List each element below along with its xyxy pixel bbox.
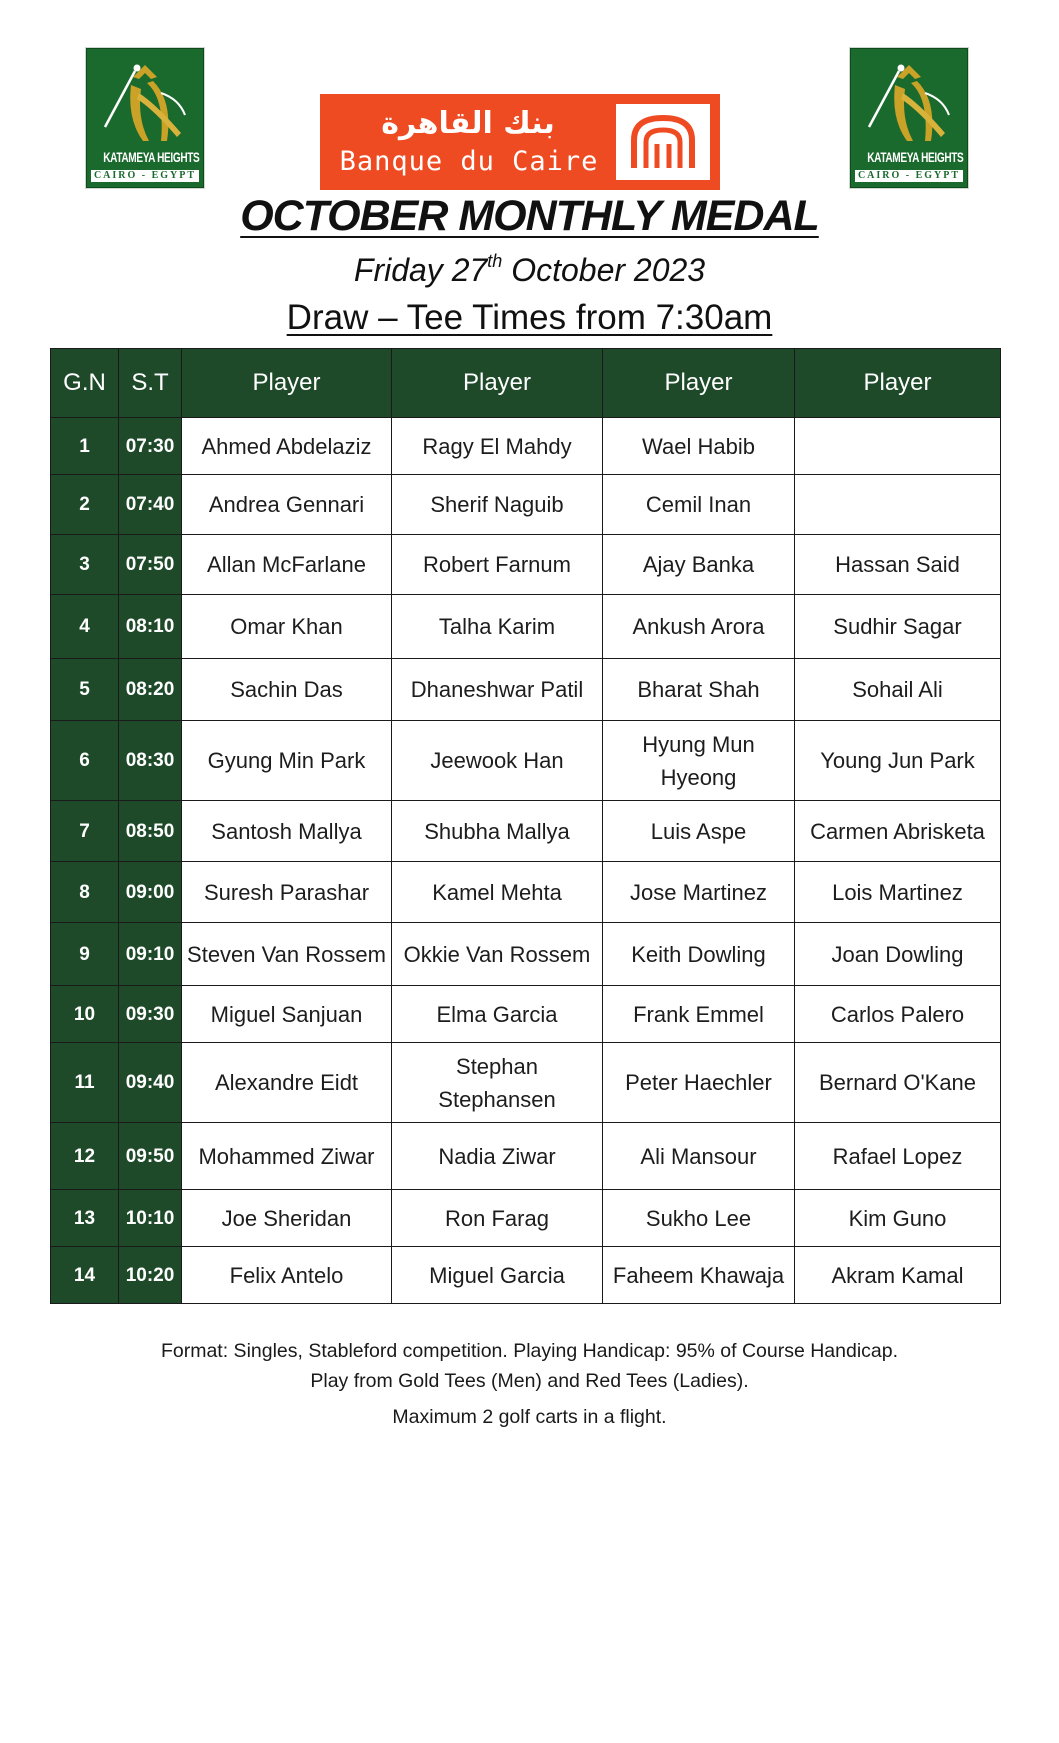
player-name: Kim Guno: [795, 1190, 1001, 1247]
group-number: 3: [51, 535, 119, 595]
header-player-3: Player: [603, 349, 795, 418]
group-number: 10: [51, 986, 119, 1043]
table-row: [51, 418, 1001, 475]
format-note: Format: Singles, Stableford competition. Playing Handicap: 95% of Course Handicap.: [160, 1340, 899, 1362]
player-name: Mohammed Ziwar: [182, 1123, 392, 1190]
player-name: Robert Farnum: [392, 535, 603, 595]
player-name: Rafael Lopez: [795, 1123, 1001, 1190]
group-number: 8: [51, 862, 119, 923]
header-start-time: S.T: [119, 349, 182, 418]
player-name: Keith Dowling: [603, 923, 795, 986]
logo-name: KATAMEYA HEIGHTS: [103, 149, 200, 165]
logo-subtitle: CAIRO - EGYPT: [855, 170, 963, 182]
player-name: [795, 475, 1001, 535]
start-time: 07:50: [119, 535, 182, 595]
table-row: [51, 659, 1001, 721]
player-name: Omar Khan: [182, 595, 392, 659]
header-group-number: G.N: [51, 349, 119, 418]
table-row: [51, 595, 1001, 659]
player-name: Sukho Lee: [603, 1190, 795, 1247]
player-name: Stephan Stephansen: [392, 1043, 603, 1123]
player-name: Peter Haechler: [603, 1043, 795, 1123]
table-header-row: [51, 349, 1001, 418]
player-name: Nadia Ziwar: [392, 1123, 603, 1190]
golfer-emblem-icon: [851, 49, 968, 149]
player-name: Andrea Gennari: [182, 475, 392, 535]
group-number: 6: [51, 721, 119, 801]
player-name: Wael Habib: [603, 418, 795, 475]
banque-du-caire-logo: [320, 94, 720, 190]
start-time: 10:20: [119, 1247, 182, 1304]
table-row: [51, 475, 1001, 535]
player-name: Ankush Arora: [603, 595, 795, 659]
player-name: Ragy El Mahdy: [392, 418, 603, 475]
player-name: Felix Antelo: [182, 1247, 392, 1304]
player-name: Dhaneshwar Patil: [392, 659, 603, 721]
table-row: [51, 862, 1001, 923]
player-name: Frank Emmel: [603, 986, 795, 1043]
group-number: 11: [51, 1043, 119, 1123]
player-name: Gyung Min Park: [182, 721, 392, 801]
sponsor-name-french: Banque du Caire: [339, 146, 599, 177]
player-name: Elma Garcia: [392, 986, 603, 1043]
player-name: Okkie Van Rossem: [392, 923, 603, 986]
tees-note: Play from Gold Tees (Men) and Red Tees (Ladies).: [310, 1370, 749, 1392]
page-title: OCTOBER MONTHLY MEDAL: [240, 192, 819, 240]
event-date: Friday 27th October 2023: [353, 251, 706, 288]
player-name: Joan Dowling: [795, 923, 1001, 986]
carts-note: Maximum 2 golf carts in a flight.: [392, 1406, 667, 1428]
sponsor-name-arabic: بنك القاهرة: [381, 106, 555, 141]
player-name: Santosh Mallya: [182, 801, 392, 862]
start-time: 08:30: [119, 721, 182, 801]
start-time: 07:30: [119, 418, 182, 475]
group-number: 5: [51, 659, 119, 721]
start-time: 09:40: [119, 1043, 182, 1123]
player-name: Ahmed Abdelaziz: [182, 418, 392, 475]
player-name: Ali Mansour: [603, 1123, 795, 1190]
logo-subtitle: CAIRO - EGYPT: [91, 170, 199, 182]
player-name: Alexandre Eidt: [182, 1043, 392, 1123]
player-name: Ajay Banka: [603, 535, 795, 595]
player-name: Ron Farag: [392, 1190, 603, 1247]
player-name: Young Jun Park: [795, 721, 1001, 801]
katameya-heights-logo-right: [850, 48, 968, 188]
player-name: Shubha Mallya: [392, 801, 603, 862]
group-number: 14: [51, 1247, 119, 1304]
group-number: 9: [51, 923, 119, 986]
start-time: 08:50: [119, 801, 182, 862]
start-time: 09:50: [119, 1123, 182, 1190]
player-name: Lois Martinez: [795, 862, 1001, 923]
player-name: Bharat Shah: [603, 659, 795, 721]
player-name: Hassan Said: [795, 535, 1001, 595]
header-player-4: Player: [795, 349, 1001, 418]
table-row: [51, 986, 1001, 1043]
player-name: Steven Van Rossem: [182, 923, 392, 986]
player-name: Jose Martinez: [603, 862, 795, 923]
katameya-heights-logo-left: [86, 48, 204, 188]
group-number: 1: [51, 418, 119, 475]
start-time: 07:40: [119, 475, 182, 535]
start-time: 09:00: [119, 862, 182, 923]
player-name: Miguel Garcia: [392, 1247, 603, 1304]
player-name: Bernard O'Kane: [795, 1043, 1001, 1123]
header-player-2: Player: [392, 349, 603, 418]
player-name: Joe Sheridan: [182, 1190, 392, 1247]
player-name: Miguel Sanjuan: [182, 986, 392, 1043]
group-number: 4: [51, 595, 119, 659]
start-time: 08:10: [119, 595, 182, 659]
player-name: Allan McFarlane: [182, 535, 392, 595]
player-name: Jeewook Han: [392, 721, 603, 801]
player-name: Hyung Mun Hyeong: [603, 721, 795, 801]
table-row: [51, 801, 1001, 862]
draw-subtitle: Draw – Tee Times from 7:30am: [286, 298, 773, 337]
table-row: [51, 1043, 1001, 1123]
player-name: Sohail Ali: [795, 659, 1001, 721]
table-row: [51, 721, 1001, 801]
player-name: Akram Kamal: [795, 1247, 1001, 1304]
group-number: 12: [51, 1123, 119, 1190]
tee-times-table: [50, 348, 1001, 1304]
player-name: Talha Karim: [392, 595, 603, 659]
player-name: Kamel Mehta: [392, 862, 603, 923]
player-name: Suresh Parashar: [182, 862, 392, 923]
player-name: Carmen Abrisketa: [795, 801, 1001, 862]
start-time: 10:10: [119, 1190, 182, 1247]
player-name: [795, 418, 1001, 475]
start-time: 08:20: [119, 659, 182, 721]
group-number: 7: [51, 801, 119, 862]
golfer-emblem-icon: [87, 49, 204, 149]
table-row: [51, 1190, 1001, 1247]
player-name: Sudhir Sagar: [795, 595, 1001, 659]
player-name: Carlos Palero: [795, 986, 1001, 1043]
header-player-1: Player: [182, 349, 392, 418]
player-name: Luis Aspe: [603, 801, 795, 862]
table-row: [51, 1247, 1001, 1304]
player-name: Sherif Naguib: [392, 475, 603, 535]
sponsor-arch-icon: [616, 104, 710, 180]
group-number: 13: [51, 1190, 119, 1247]
table-row: [51, 923, 1001, 986]
table-row: [51, 535, 1001, 595]
player-name: Sachin Das: [182, 659, 392, 721]
table-row: [51, 1123, 1001, 1190]
logo-name: KATAMEYA HEIGHTS: [867, 149, 964, 165]
group-number: 2: [51, 475, 119, 535]
start-time: 09:10: [119, 923, 182, 986]
start-time: 09:30: [119, 986, 182, 1043]
player-name: Faheem Khawaja: [603, 1247, 795, 1304]
player-name: Cemil Inan: [603, 475, 795, 535]
